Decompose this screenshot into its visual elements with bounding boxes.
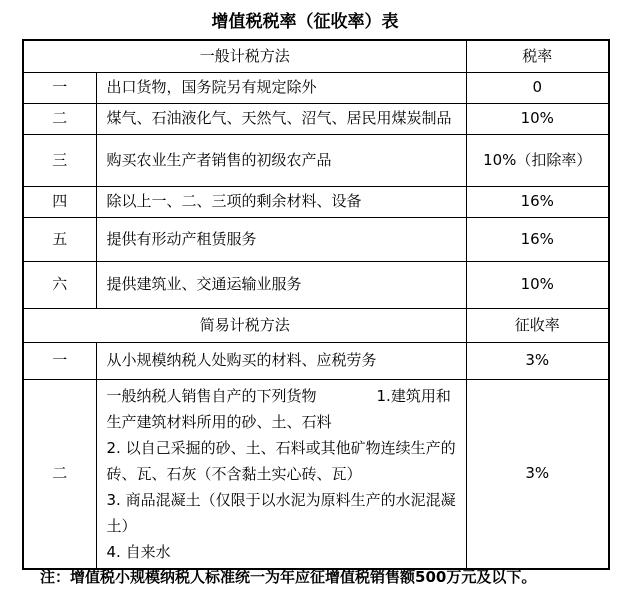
row-rate: 10% <box>466 261 609 308</box>
row-description: 提供建筑业、交通运输业服务 <box>96 261 466 308</box>
row-description: 从小规模纳税人处购买的材料、应税劳务 <box>96 342 466 379</box>
row-rate: 10%（扣除率） <box>466 134 609 186</box>
section-rate-header: 征收率 <box>466 308 609 342</box>
footnote: 注：增值税小规模纳税人标准统一为年应征增值税销售额500万元及以下。 <box>40 568 537 586</box>
row-description: 煤气、石油液化气、天然气、沼气、居民用煤炭制品 <box>96 103 466 134</box>
row-number: 四 <box>23 186 96 217</box>
desc-line: 一般纳税人销售自产的下列货物 1.建筑用和 <box>106 386 451 405</box>
row-rate: 3% <box>466 342 609 379</box>
desc-line: 土） <box>106 516 137 535</box>
row-rate: 16% <box>466 186 609 217</box>
row-number: 三 <box>23 134 96 186</box>
row-description: 除以上一、二、三项的剩余材料、设备 <box>96 186 466 217</box>
row-number: 一 <box>23 72 96 103</box>
row-description: 提供有形动产租赁服务 <box>96 217 466 261</box>
row-number: 一 <box>23 342 96 379</box>
table-row <box>23 103 609 134</box>
row-description: 出口货物，国务院另有规定除外 <box>96 72 466 103</box>
row-number: 五 <box>23 217 96 261</box>
desc-line: 砖、瓦、石灰（不含黏土实心砖、瓦） <box>106 464 362 483</box>
table-row <box>23 186 609 217</box>
row-rate: 3% <box>466 379 609 569</box>
row-description: 购买农业生产者销售的初级农产品 <box>96 134 466 186</box>
table-row <box>23 379 609 569</box>
section-method-header: 简易计税方法 <box>23 308 466 342</box>
page-title: 增值税税率（征收率）表 <box>211 12 399 32</box>
row-number: 二 <box>23 103 96 134</box>
table-row <box>23 261 609 308</box>
table-row <box>23 342 609 379</box>
section-method-header: 一般计税方法 <box>23 40 466 72</box>
desc-line: 2. 以自己采掘的砂、土、石料或其他矿物连续生产的 <box>106 438 456 457</box>
row-rate: 10% <box>466 103 609 134</box>
section-header-row-simple <box>23 308 609 342</box>
desc-line: 3. 商品混凝土（仅限于以水泥为原料生产的水泥混凝 <box>106 490 456 509</box>
table-row <box>23 134 609 186</box>
row-rate: 16% <box>466 217 609 261</box>
vat-rate-table <box>22 39 610 570</box>
section-header-row-general <box>23 40 609 72</box>
desc-line: 生产建筑材料所用的砂、土、石料 <box>106 412 332 431</box>
row-rate: 0 <box>466 72 609 103</box>
row-number: 二 <box>23 379 96 569</box>
row-number: 六 <box>23 261 96 308</box>
table-row <box>23 217 609 261</box>
table-row <box>23 72 609 103</box>
desc-line: 4. 自来水 <box>106 543 171 562</box>
row-description <box>96 379 466 569</box>
section-rate-header: 税率 <box>466 40 609 72</box>
